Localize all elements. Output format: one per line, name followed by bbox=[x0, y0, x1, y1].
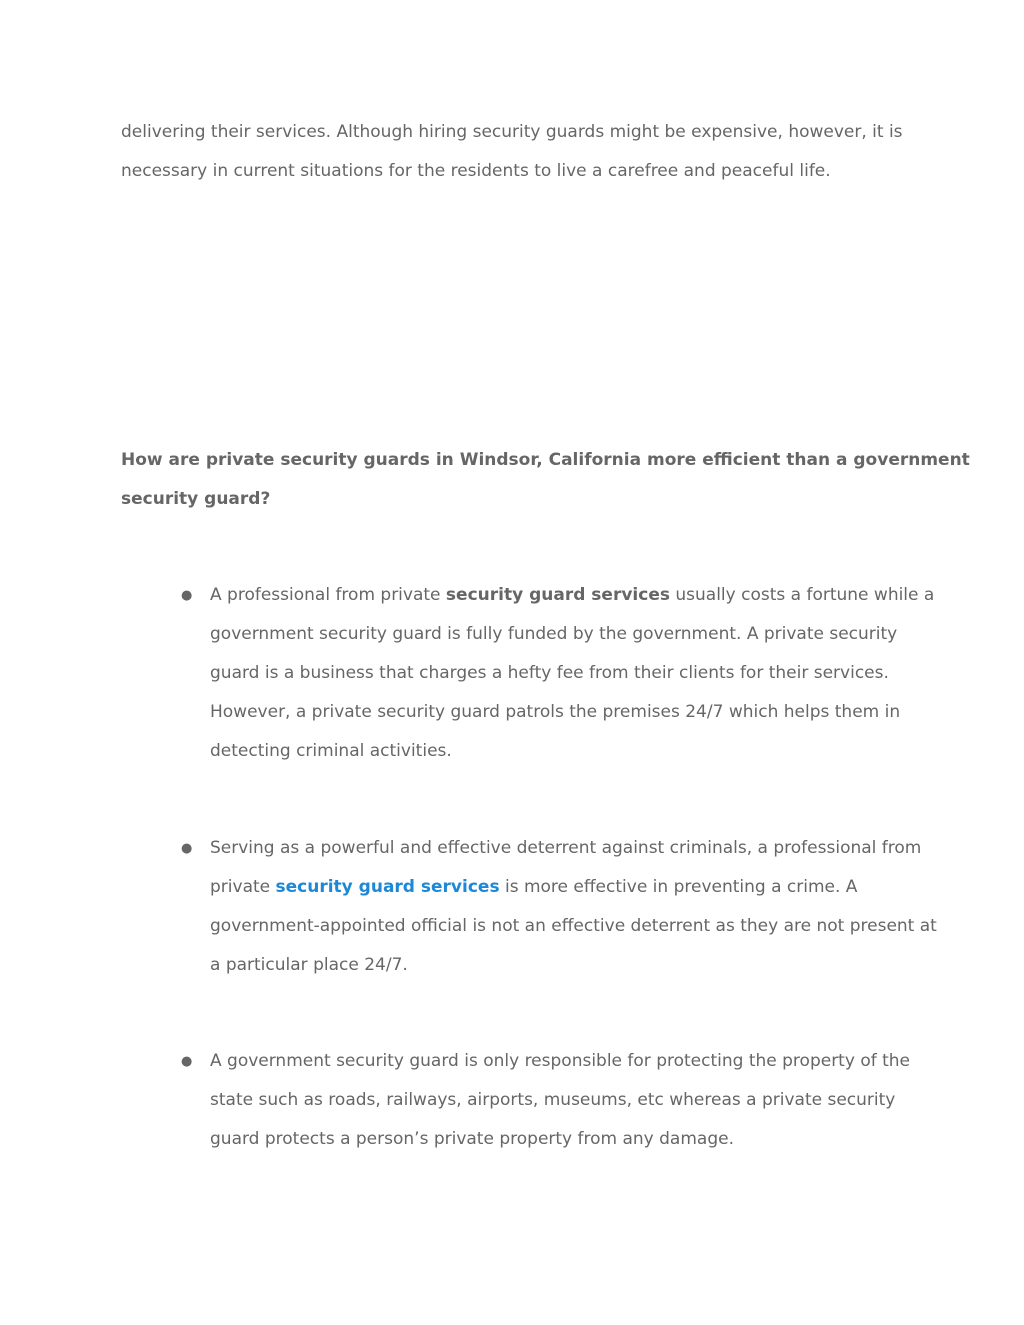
bullet-line: state such as roads, railways, airports, museums, etc whereas a private security bbox=[210, 1090, 896, 1110]
bullet-text-segment: private bbox=[210, 877, 276, 897]
bullet-line bbox=[210, 868, 910, 907]
intro-line: delivering their services. Although hiring security guards might be expensive, however, it is bbox=[121, 122, 903, 142]
bullet-text-segment: usually costs a fortune while a bbox=[669, 585, 935, 605]
bullet-text bbox=[210, 829, 937, 985]
heading-line: security guard? bbox=[121, 489, 271, 509]
bullet-text-segment: A professional from private bbox=[210, 585, 446, 605]
bullet-line: a particular place 24/7. bbox=[210, 955, 408, 975]
bullet-line: guard is a business that charges a hefty fee from their clients for their services. bbox=[210, 663, 889, 683]
section-heading bbox=[121, 441, 970, 519]
bullet-text bbox=[210, 576, 935, 771]
bullet-line: government-appointed official is not an effective deterrent as they are not present at bbox=[210, 916, 937, 936]
intro-line: necessary in current situations for the residents to live a carefree and peaceful life. bbox=[121, 161, 831, 181]
bullet-line: government security guard is fully funded by the government. A private security bbox=[210, 624, 898, 644]
bullet-marker-icon: ● bbox=[181, 588, 193, 603]
bullet-marker-icon: ● bbox=[181, 841, 193, 856]
bullet-line: However, a private security guard patrols the premises 24/7 which helps them in bbox=[210, 702, 901, 722]
bullet-line: A government security guard is only responsible for protecting the property of the bbox=[210, 1051, 911, 1071]
bold-term: security guard services bbox=[445, 585, 670, 605]
security-guard-services-link[interactable]: security guard services bbox=[275, 877, 500, 897]
bullet-marker-icon: ● bbox=[181, 1054, 193, 1069]
bullet-text-segment: is more effective in preventing a crime. A bbox=[499, 877, 858, 897]
intro-paragraph bbox=[121, 113, 921, 191]
bullet-line: guard protects a person’s private property from any damage. bbox=[210, 1129, 734, 1149]
bullet-line bbox=[210, 576, 935, 615]
bullet-line: Serving as a powerful and effective deterrent against criminals, a professional from bbox=[210, 838, 922, 858]
bullet-line: detecting criminal activities. bbox=[210, 741, 452, 761]
heading-line: How are private security guards in Windsor, California more efficient than a government bbox=[121, 450, 970, 470]
bullet-text bbox=[210, 1042, 910, 1159]
